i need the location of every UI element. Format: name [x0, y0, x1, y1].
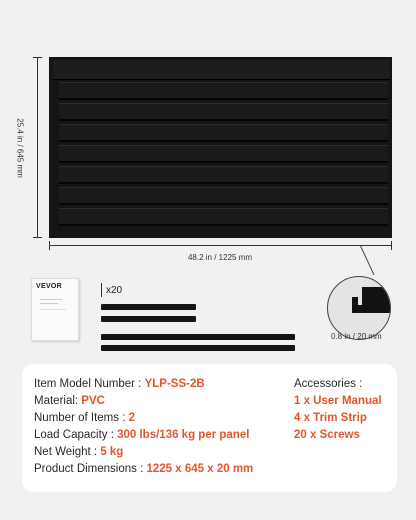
trim-strip-image: [101, 304, 196, 310]
height-dimension-line: [37, 57, 38, 238]
trim-strip-image: [101, 316, 196, 322]
panel-slat: [59, 124, 388, 142]
profile-shape: [356, 305, 391, 313]
accessory-item: 20 x Screws: [294, 429, 360, 441]
spec-list: [34, 376, 253, 478]
width-dimension-tick-right: [391, 241, 392, 250]
spec-value: YLP-SS-2B: [144, 378, 205, 390]
spec-value: 5 kg: [100, 446, 124, 458]
user-manual-image: [31, 278, 79, 341]
accessory-item: 4 x Trim Strip: [294, 412, 367, 424]
manual-brand-logo: VEVOR: [36, 283, 63, 290]
height-dimension-label: 25.4 in / 645 mm: [15, 118, 25, 178]
panel-slat: [59, 145, 388, 163]
spec-value: 300 lbs/136 kg per panel: [117, 429, 250, 441]
screw-icon: [101, 283, 102, 297]
panel-slat: [59, 208, 388, 226]
accessories-list: [294, 376, 382, 444]
spec-row: [34, 393, 253, 410]
profile-zoom-circle: [327, 276, 391, 340]
manual-text-line: [40, 303, 58, 304]
spec-row: [34, 427, 253, 444]
profile-dimension-label: 0.8 in / 20 mm: [331, 332, 382, 341]
trim-strip-image: [101, 345, 295, 351]
height-dimension-tick-bottom: [33, 237, 42, 238]
spec-value: PVC: [81, 395, 105, 407]
width-dimension-label: 48.2 in / 1225 mm: [187, 253, 253, 262]
spec-row: [34, 444, 253, 461]
spec-label: Load Capacity :: [34, 429, 118, 441]
spec-label: Product Dimensions :: [34, 463, 147, 475]
spec-card: [22, 364, 397, 492]
spec-label: Material:: [34, 395, 82, 407]
screw-quantity: x20: [106, 285, 123, 296]
panel-slat: [59, 166, 388, 184]
spec-value: 2: [128, 412, 135, 424]
panel-top-lip: [53, 60, 390, 80]
width-dimension-tick-left: [49, 241, 50, 250]
trim-strip-image: [101, 334, 295, 340]
spec-row: [34, 376, 253, 393]
spec-label: Item Model Number :: [34, 378, 145, 390]
accessory-item: 1 x User Manual: [294, 395, 382, 407]
accessories-heading: Accessories :: [294, 378, 363, 390]
manual-text-line: [40, 299, 62, 300]
spec-label: Net Weight :: [34, 446, 101, 458]
manual-text-line: [40, 309, 66, 310]
spec-row: [34, 410, 253, 427]
spec-label: Number of Items :: [34, 412, 129, 424]
panel-slat: [59, 187, 388, 205]
height-dimension-tick-top: [33, 57, 42, 58]
panel-slat: [59, 82, 388, 100]
zoom-leader-line: [360, 246, 374, 275]
spec-value: 1225 x 645 x 20 mm: [146, 463, 254, 475]
width-dimension-line: [49, 245, 392, 246]
panel-slat: [59, 103, 388, 121]
spec-row: [34, 461, 253, 478]
